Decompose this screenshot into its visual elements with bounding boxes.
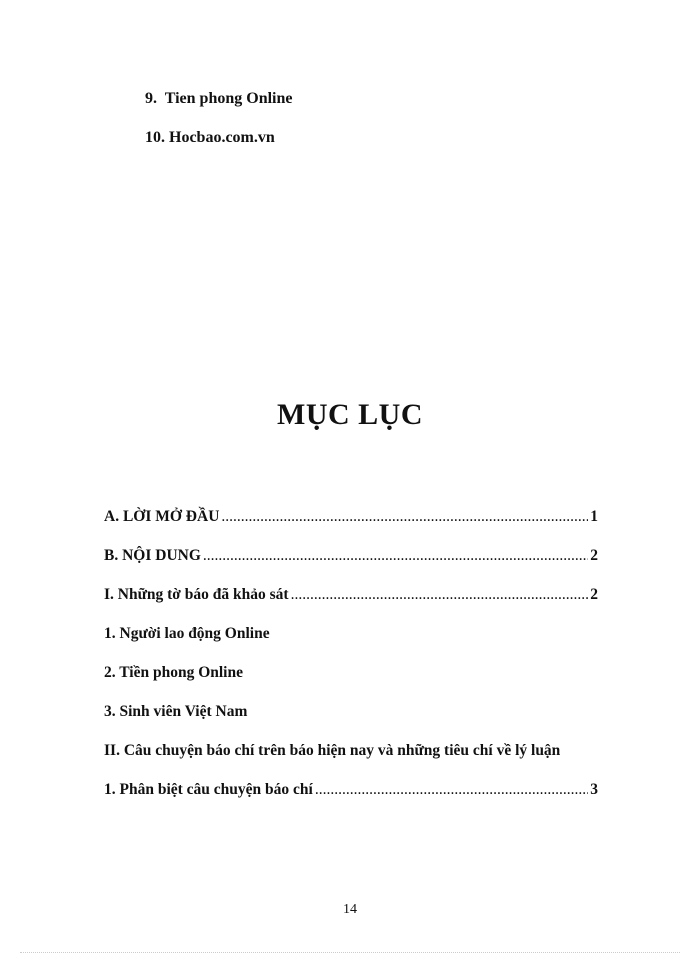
toc-entry-page: 2 bbox=[590, 547, 598, 564]
toc-entry-label: I. Những tờ báo đã khảo sát bbox=[104, 586, 289, 603]
list-item-text: Tien phong Online bbox=[164, 90, 293, 107]
toc-entry-label: II. Câu chuyện báo chí trên báo hiện nay và những tiêu chí về lý luận bbox=[104, 742, 561, 759]
toc-entry-page: 1 bbox=[590, 508, 598, 525]
toc-leader-dots bbox=[221, 508, 588, 526]
toc-leader-dots bbox=[291, 586, 589, 604]
toc-leader-dots bbox=[315, 781, 588, 799]
toc-entry-page: 3 bbox=[590, 781, 598, 798]
toc-entry-page: 2 bbox=[590, 586, 598, 603]
toc-entry[interactable] bbox=[104, 508, 598, 526]
toc-entry-label: 3. Sinh viên Việt Nam bbox=[104, 703, 248, 720]
list-item-number: 10. bbox=[145, 129, 165, 146]
toc-entry-label: A. LỜI MỞ ĐẦU bbox=[104, 508, 220, 525]
toc-entry[interactable] bbox=[104, 586, 598, 604]
toc-entry[interactable] bbox=[104, 547, 598, 565]
toc-entry[interactable] bbox=[104, 742, 560, 760]
toc-entry-label: 1. Phân biệt câu chuyện báo chí bbox=[104, 781, 313, 798]
list-item bbox=[145, 90, 292, 108]
list-item bbox=[145, 129, 275, 147]
list-item-number: 9. bbox=[145, 90, 157, 107]
toc-entry[interactable] bbox=[104, 625, 270, 643]
toc-entry[interactable] bbox=[104, 703, 247, 721]
toc-entry-label: 2. Tiền phong Online bbox=[104, 664, 243, 681]
toc-entry[interactable] bbox=[104, 664, 243, 682]
page-edge-divider bbox=[20, 952, 680, 953]
toc-entry-label: B. NỘI DUNG bbox=[104, 547, 201, 564]
toc-entry[interactable] bbox=[104, 781, 598, 799]
toc-title: MỤC LỤC bbox=[277, 398, 423, 431]
toc-leader-dots bbox=[203, 547, 588, 565]
toc-entry-label: 1. Người lao động Online bbox=[104, 625, 270, 642]
page-number: 14 bbox=[343, 902, 357, 917]
list-item-text: Hocbao.com.vn bbox=[169, 129, 275, 146]
